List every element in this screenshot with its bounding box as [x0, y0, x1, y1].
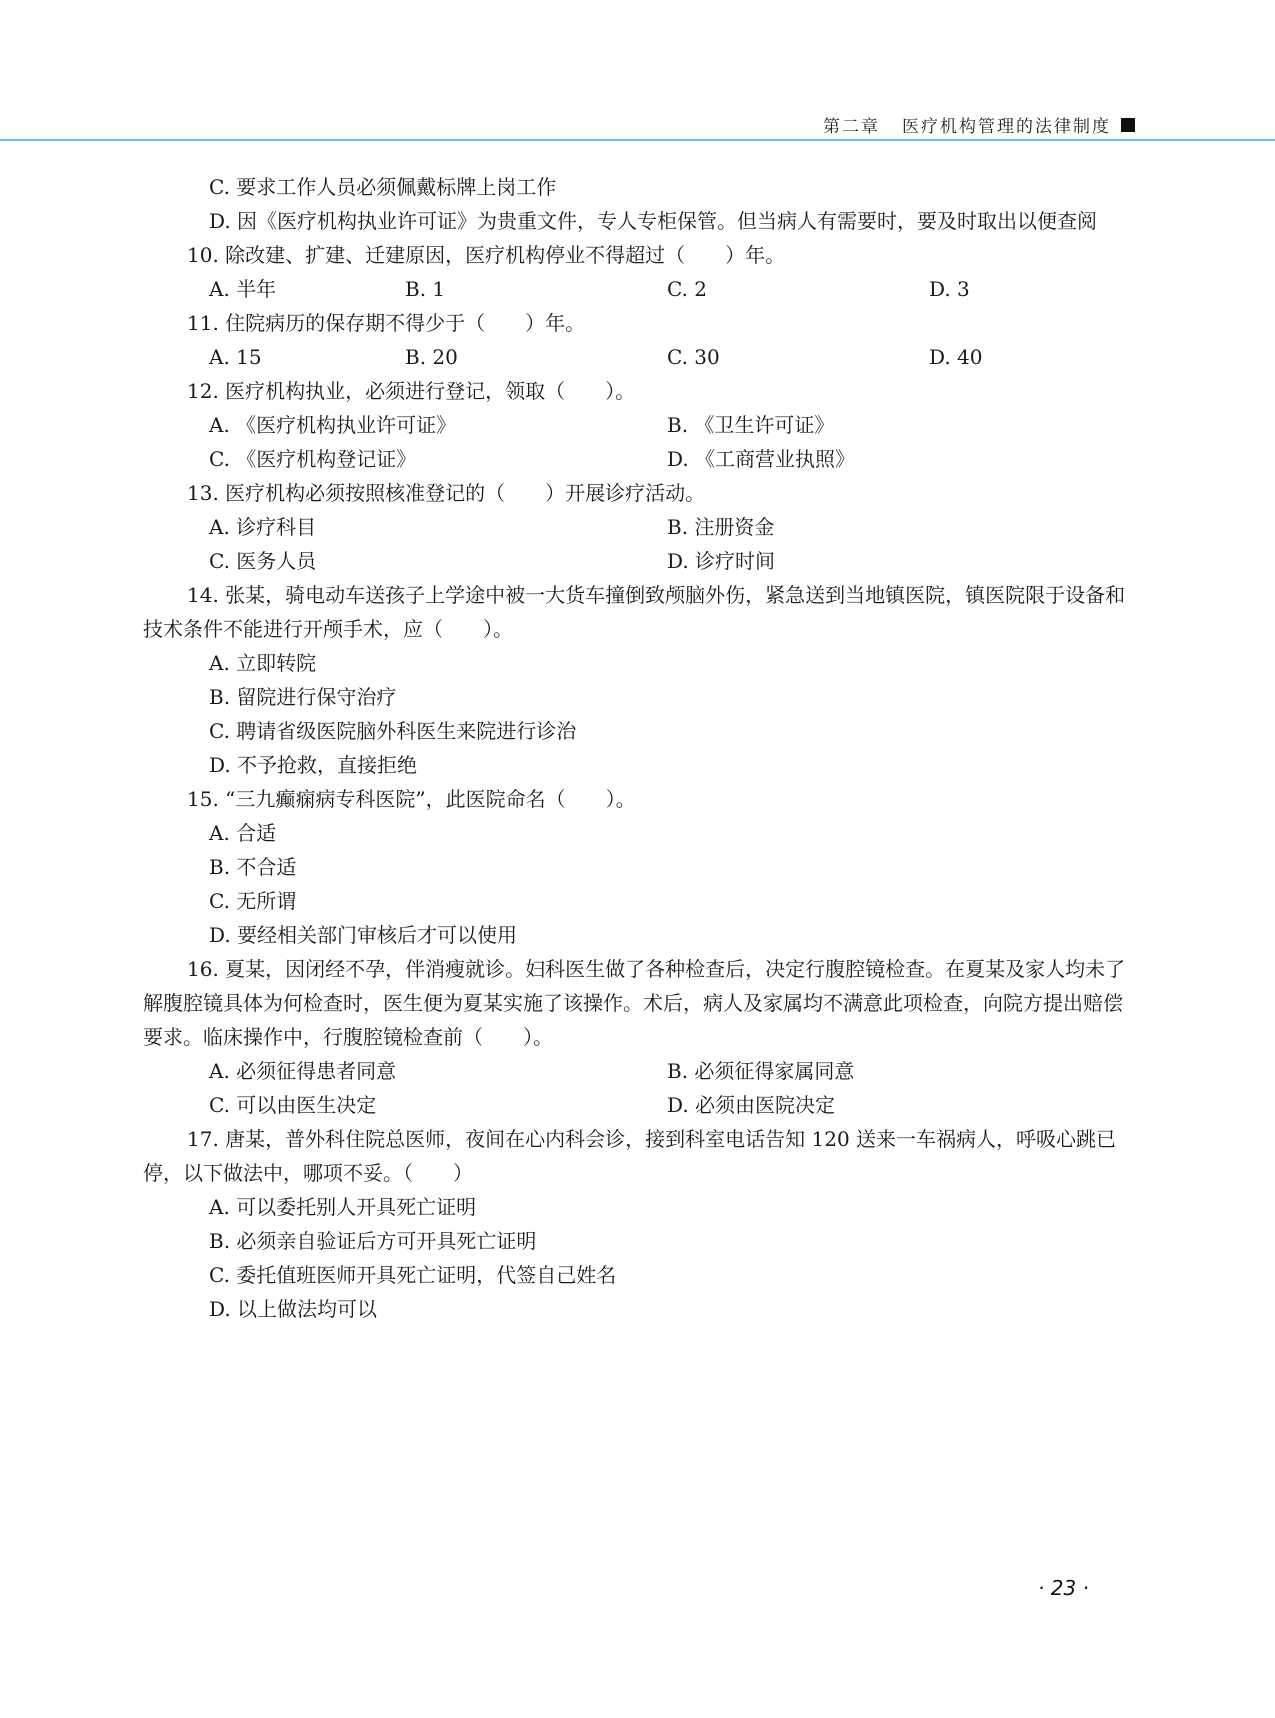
option-d: D. 诊疗时间: [667, 549, 776, 573]
question-11: 11. 住院病历的保存期不得少于（ ）年。: [187, 311, 586, 335]
option-c: C. 要求工作人员必须佩戴标牌上岗工作: [209, 175, 557, 199]
option-c: C. 医务人员: [209, 549, 317, 573]
option-a: A. 必须征得患者同意: [209, 1059, 397, 1083]
option-d: D. 不予抢救，直接拒绝: [209, 753, 418, 777]
question-16: 16. 夏某，因闭经不孕，伴消瘦就诊。妇科医生做了各种检查后，决定行腹腔镜检查。在夏某及家人均未了解腹腔镜具体为何检查时，医生便为夏某实施了该操作。术后，病人及家属均不满意此项检查，向院方提出赔偿要求。临床操作中，行腹腔镜检查前（ ）。: [143, 957, 1126, 1049]
option-d: D. 必须由医院决定: [667, 1093, 836, 1117]
question-14: 14. 张某，骑电动车送孩子上学途中被一大货车撞倒致颅脑外伤，紧急送到当地镇医院，镇医院限于设备和技术条件不能进行开颅手术，应（ ）。: [143, 583, 1126, 641]
page-number: · 23 ·: [1038, 1576, 1089, 1600]
options-12-cd: [143, 442, 1135, 476]
option-d: D. 3: [929, 277, 970, 301]
question-13: 13. 医疗机构必须按照核准登记的（ ）开展诊疗活动。: [187, 481, 706, 505]
square-icon: [1121, 118, 1135, 132]
option-a: A. 诊疗科目: [209, 515, 317, 539]
option-b: B. 不合适: [209, 855, 297, 879]
option-c: C. 委托值班医师开具死亡证明，代签自己姓名: [209, 1263, 617, 1287]
option-b: B. 注册资金: [667, 515, 775, 539]
option-b: B. 必须亲自验证后方可开具死亡证明: [209, 1229, 537, 1253]
options-10: [143, 272, 1135, 306]
option-d: D. 要经相关部门审核后才可以使用: [209, 923, 518, 947]
running-title: [823, 112, 1135, 137]
option-c: C. 《医疗机构登记证》: [209, 447, 417, 471]
question-17: 17. 唐某，普外科住院总医师，夜间在心内科会诊，接到科室电话告知 120 送来一车祸病人，呼吸心跳已停，以下做法中，哪项不妥。（ ）: [143, 1127, 1117, 1185]
option-b: B. 《卫生许可证》: [667, 413, 835, 437]
option-a: A. 立即转院: [209, 651, 317, 675]
question-list: [143, 170, 1135, 1326]
option-d: D. 以上做法均可以: [209, 1297, 378, 1321]
options-16-cd: [143, 1088, 1135, 1122]
options-13-cd: [143, 544, 1135, 578]
option-c: C. 30: [667, 345, 720, 369]
options-13-ab: [143, 510, 1135, 544]
question-15: 15. “三九癫痫病专科医院”，此医院命名（ ）。: [187, 787, 636, 811]
option-b: B. 20: [405, 345, 458, 369]
options-12-ab: [143, 408, 1135, 442]
page-header: [0, 0, 1275, 142]
option-c: C. 可以由医生决定: [209, 1093, 377, 1117]
option-c: C. 无所谓: [209, 889, 297, 913]
option-a: A. 半年: [209, 277, 277, 301]
question-12: 12. 医疗机构执业，必须进行登记，领取（ ）。: [187, 379, 636, 403]
option-a: A. 《医疗机构执业许可证》: [209, 413, 457, 437]
option-a: A. 合适: [209, 821, 277, 845]
option-b: B. 1: [405, 277, 446, 301]
option-c: C. 聘请省级医院脑外科医生来院进行诊治: [209, 719, 577, 743]
option-b: B. 必须征得家属同意: [667, 1059, 855, 1083]
question-10: 10. 除改建、扩建、迁建原因，医疗机构停业不得超过（ ）年。: [187, 243, 786, 267]
option-d: D. 因《医疗机构执业许可证》为贵重文件，专人专柜保管。但当病人有需要时，要及时取出以便查阅: [209, 209, 1098, 233]
option-a: A. 15: [209, 345, 262, 369]
option-d: D. 40: [929, 345, 983, 369]
options-16-ab: [143, 1054, 1135, 1088]
options-11: [143, 340, 1135, 374]
option-d: D. 《工商营业执照》: [667, 447, 856, 471]
chapter-title: 医疗机构管理的法律制度: [902, 117, 1111, 137]
option-a: A. 可以委托别人开具死亡证明: [209, 1195, 477, 1219]
header-rule: [0, 139, 1275, 141]
option-b: B. 留院进行保守治疗: [209, 685, 397, 709]
chapter-label: 第二章: [823, 117, 880, 137]
option-c: C. 2: [667, 277, 708, 301]
